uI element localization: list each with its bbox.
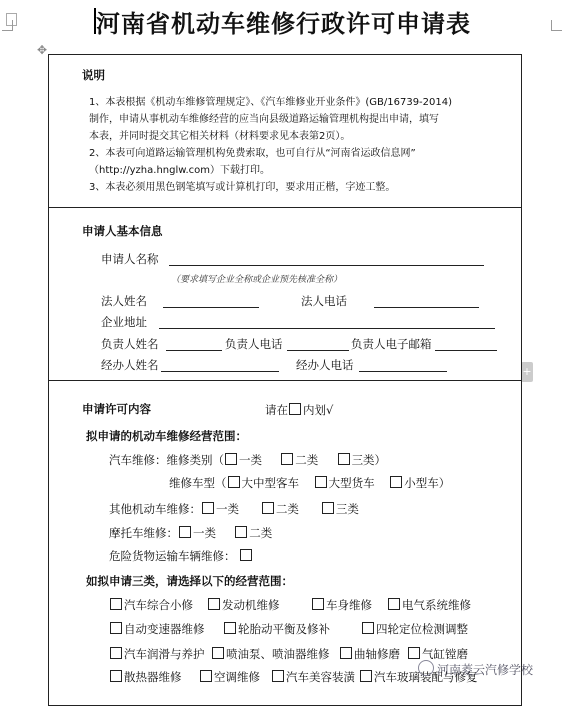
scope-checkbox[interactable] — [224, 622, 236, 634]
scope-label: 电气系统维修 — [402, 598, 471, 612]
scope-label: 轮胎动平衡及修补 — [238, 622, 330, 636]
scope-checkbox[interactable] — [110, 622, 122, 634]
manager-phone-field[interactable] — [287, 350, 349, 351]
vehicle-type-label: 维修车型（ — [169, 476, 227, 490]
scope-checkbox[interactable] — [360, 670, 372, 682]
handler-phone-field[interactable] — [359, 371, 447, 372]
legal-name-label: 法人姓名 — [101, 294, 147, 308]
address-label: 企业地址 — [101, 315, 147, 329]
scope-checkbox[interactable] — [388, 598, 400, 610]
scope-heading: 拟申请的机动车维修经营范围： — [86, 429, 247, 443]
scope-checkbox[interactable] — [312, 598, 324, 610]
applicant-heading: 申请人基本信息 — [82, 224, 163, 238]
other-vehicle-label: 其他机动车维修： — [109, 502, 201, 516]
instruction-line: 本表，并同时提交其它相关材料（材料要求见本表第2页）。 — [89, 131, 351, 142]
scope-label: 空调维修 — [214, 670, 260, 684]
scope-label: 散热器维修 — [124, 670, 182, 684]
scope-label: 汽车润滑与养护 — [124, 647, 205, 661]
other-class1-checkbox[interactable] — [202, 502, 214, 514]
moto-class1-checkbox[interactable] — [179, 526, 191, 538]
vehicle-type-row: 维修车型（ 大中型客车 大型货车 小型车） — [169, 476, 451, 490]
scope-checkbox[interactable] — [362, 622, 374, 634]
check-hint: 请在 内划√ — [265, 403, 334, 417]
scope-option[interactable] — [361, 621, 468, 637]
scope-label: 车身维修 — [326, 598, 372, 612]
address-field[interactable] — [159, 328, 495, 329]
auto-class3-checkbox[interactable] — [338, 453, 350, 465]
handler-name-label: 经办人姓名 — [101, 358, 159, 372]
scope-checkbox[interactable] — [110, 670, 122, 682]
moto-class2-checkbox[interactable] — [235, 526, 247, 538]
scope-label: 发动机维修 — [222, 598, 280, 612]
scope-option[interactable] — [271, 669, 355, 685]
crop-mark-top-right — [551, 20, 562, 31]
handler-phone-label: 经办人电话 — [296, 358, 354, 372]
scope-checkbox[interactable] — [200, 670, 212, 682]
scope-checkbox[interactable] — [408, 647, 420, 659]
large-bus-checkbox[interactable] — [228, 476, 240, 488]
scope-option[interactable] — [387, 597, 471, 613]
scope-option[interactable] — [339, 646, 400, 662]
watermark: 河南菱云汽修学校 — [418, 660, 533, 678]
scope-option[interactable] — [109, 669, 182, 685]
scope-checkbox[interactable] — [272, 670, 284, 682]
auto-class1-checkbox[interactable] — [225, 453, 237, 465]
manager-phone-label: 负责人电话 — [225, 337, 283, 351]
application-form-table — [48, 54, 522, 706]
scope-option[interactable] — [199, 669, 260, 685]
small-car-checkbox[interactable] — [390, 476, 402, 488]
scope-label: 四轮定位检测调整 — [376, 622, 468, 636]
scope-label: 曲轴修磨 — [354, 647, 400, 661]
scope-label: 自动变速器维修 — [124, 622, 205, 636]
instruction-line: （http://yzha.hnglw.com）下载打印。 — [89, 165, 271, 176]
handler-name-field[interactable] — [161, 371, 279, 372]
hazard-label: 危险货物运输车辆维修： — [109, 549, 236, 563]
legal-phone-label: 法人电话 — [301, 294, 347, 308]
applicant-name-label: 申请人名称 — [101, 252, 159, 266]
large-truck-checkbox[interactable] — [315, 476, 327, 488]
manager-name-label: 负责人姓名 — [101, 337, 159, 351]
legal-name-field[interactable] — [163, 307, 259, 308]
motorcycle-row: 摩托车维修： 一类 二类 — [109, 526, 273, 540]
hazard-row — [109, 548, 254, 564]
hazard-checkbox[interactable] — [240, 549, 252, 561]
instruction-line: 2、本表可向道路运输管理机构免费索取，也可自行从“河南省运政信息网” — [89, 148, 416, 159]
page-title: 河南省机动车维修行政许可申请表 — [96, 9, 471, 38]
other-vehicle-row: 其他机动车维修： 一类 二类 三类 — [109, 502, 359, 516]
auto-class2-checkbox[interactable] — [281, 453, 293, 465]
scope-checkbox[interactable] — [340, 647, 352, 659]
side-panel-toggle[interactable]: + — [521, 362, 533, 382]
scope-checkbox[interactable] — [110, 647, 122, 659]
other-class2-checkbox[interactable] — [262, 502, 274, 514]
manager-email-field[interactable] — [435, 350, 497, 351]
auto-repair-label: 汽车维修：维修类别（ — [109, 453, 224, 467]
crop-mark-top-left — [2, 20, 13, 31]
legal-phone-field[interactable] — [374, 307, 479, 308]
applicant-name-note: （要求填写企业全称或企业预先核准全称） — [171, 275, 343, 285]
applicant-name-field[interactable] — [169, 265, 484, 266]
instructions-heading: 说明 — [82, 68, 105, 82]
manager-email-label: 负责人电子邮箱 — [351, 337, 432, 351]
instruction-line: 3、本表必须用黑色钢笔填写或计算机打印，要求用正楷，字迹工整。 — [89, 182, 396, 193]
other-class3-checkbox[interactable] — [322, 502, 334, 514]
instruction-line: 1、本表根据《机动车维修管理规定》、《汽车维修业开业条件》(GB/16739-2014) — [89, 97, 453, 108]
manager-name-field[interactable] — [166, 350, 222, 351]
table-move-handle-icon[interactable]: ✥ — [37, 43, 48, 57]
scope-checkbox[interactable] — [212, 647, 224, 659]
scope-option[interactable] — [109, 646, 205, 662]
scope-label: 气缸镗磨 — [422, 647, 468, 661]
instruction-line: 制作，申请从事机动车维修经营的应当向县级道路运输管理机构提出申请，填写 — [89, 114, 439, 125]
motorcycle-label: 摩托车维修： — [109, 526, 178, 540]
class3-heading: 如拟申请三类，请选择以下的经营范围： — [86, 574, 293, 588]
scope-option[interactable] — [223, 621, 330, 637]
scope-option[interactable] — [211, 646, 330, 662]
scope-checkbox[interactable] — [208, 598, 220, 610]
auto-repair-class-row: 汽车维修：维修类别（ 一类 二类 三类） — [109, 453, 387, 467]
section-divider — [49, 380, 521, 381]
scope-option[interactable] — [109, 621, 205, 637]
license-heading: 申请许可内容 — [82, 402, 151, 416]
scope-option[interactable] — [311, 597, 372, 613]
scope-label: 汽车综合小修 — [124, 598, 193, 612]
sample-checkbox — [289, 403, 301, 415]
scope-label: 汽车美容装潢 — [286, 670, 355, 684]
scope-option[interactable] — [109, 597, 193, 613]
scope-label: 汽车玻璃装配与修复 — [374, 670, 478, 684]
scope-label: 喷油泵、喷油器维修 — [226, 647, 330, 661]
scope-checkbox[interactable] — [110, 598, 122, 610]
scope-option[interactable] — [207, 597, 280, 613]
wechat-logo-icon — [418, 660, 434, 676]
section-divider — [49, 207, 521, 208]
